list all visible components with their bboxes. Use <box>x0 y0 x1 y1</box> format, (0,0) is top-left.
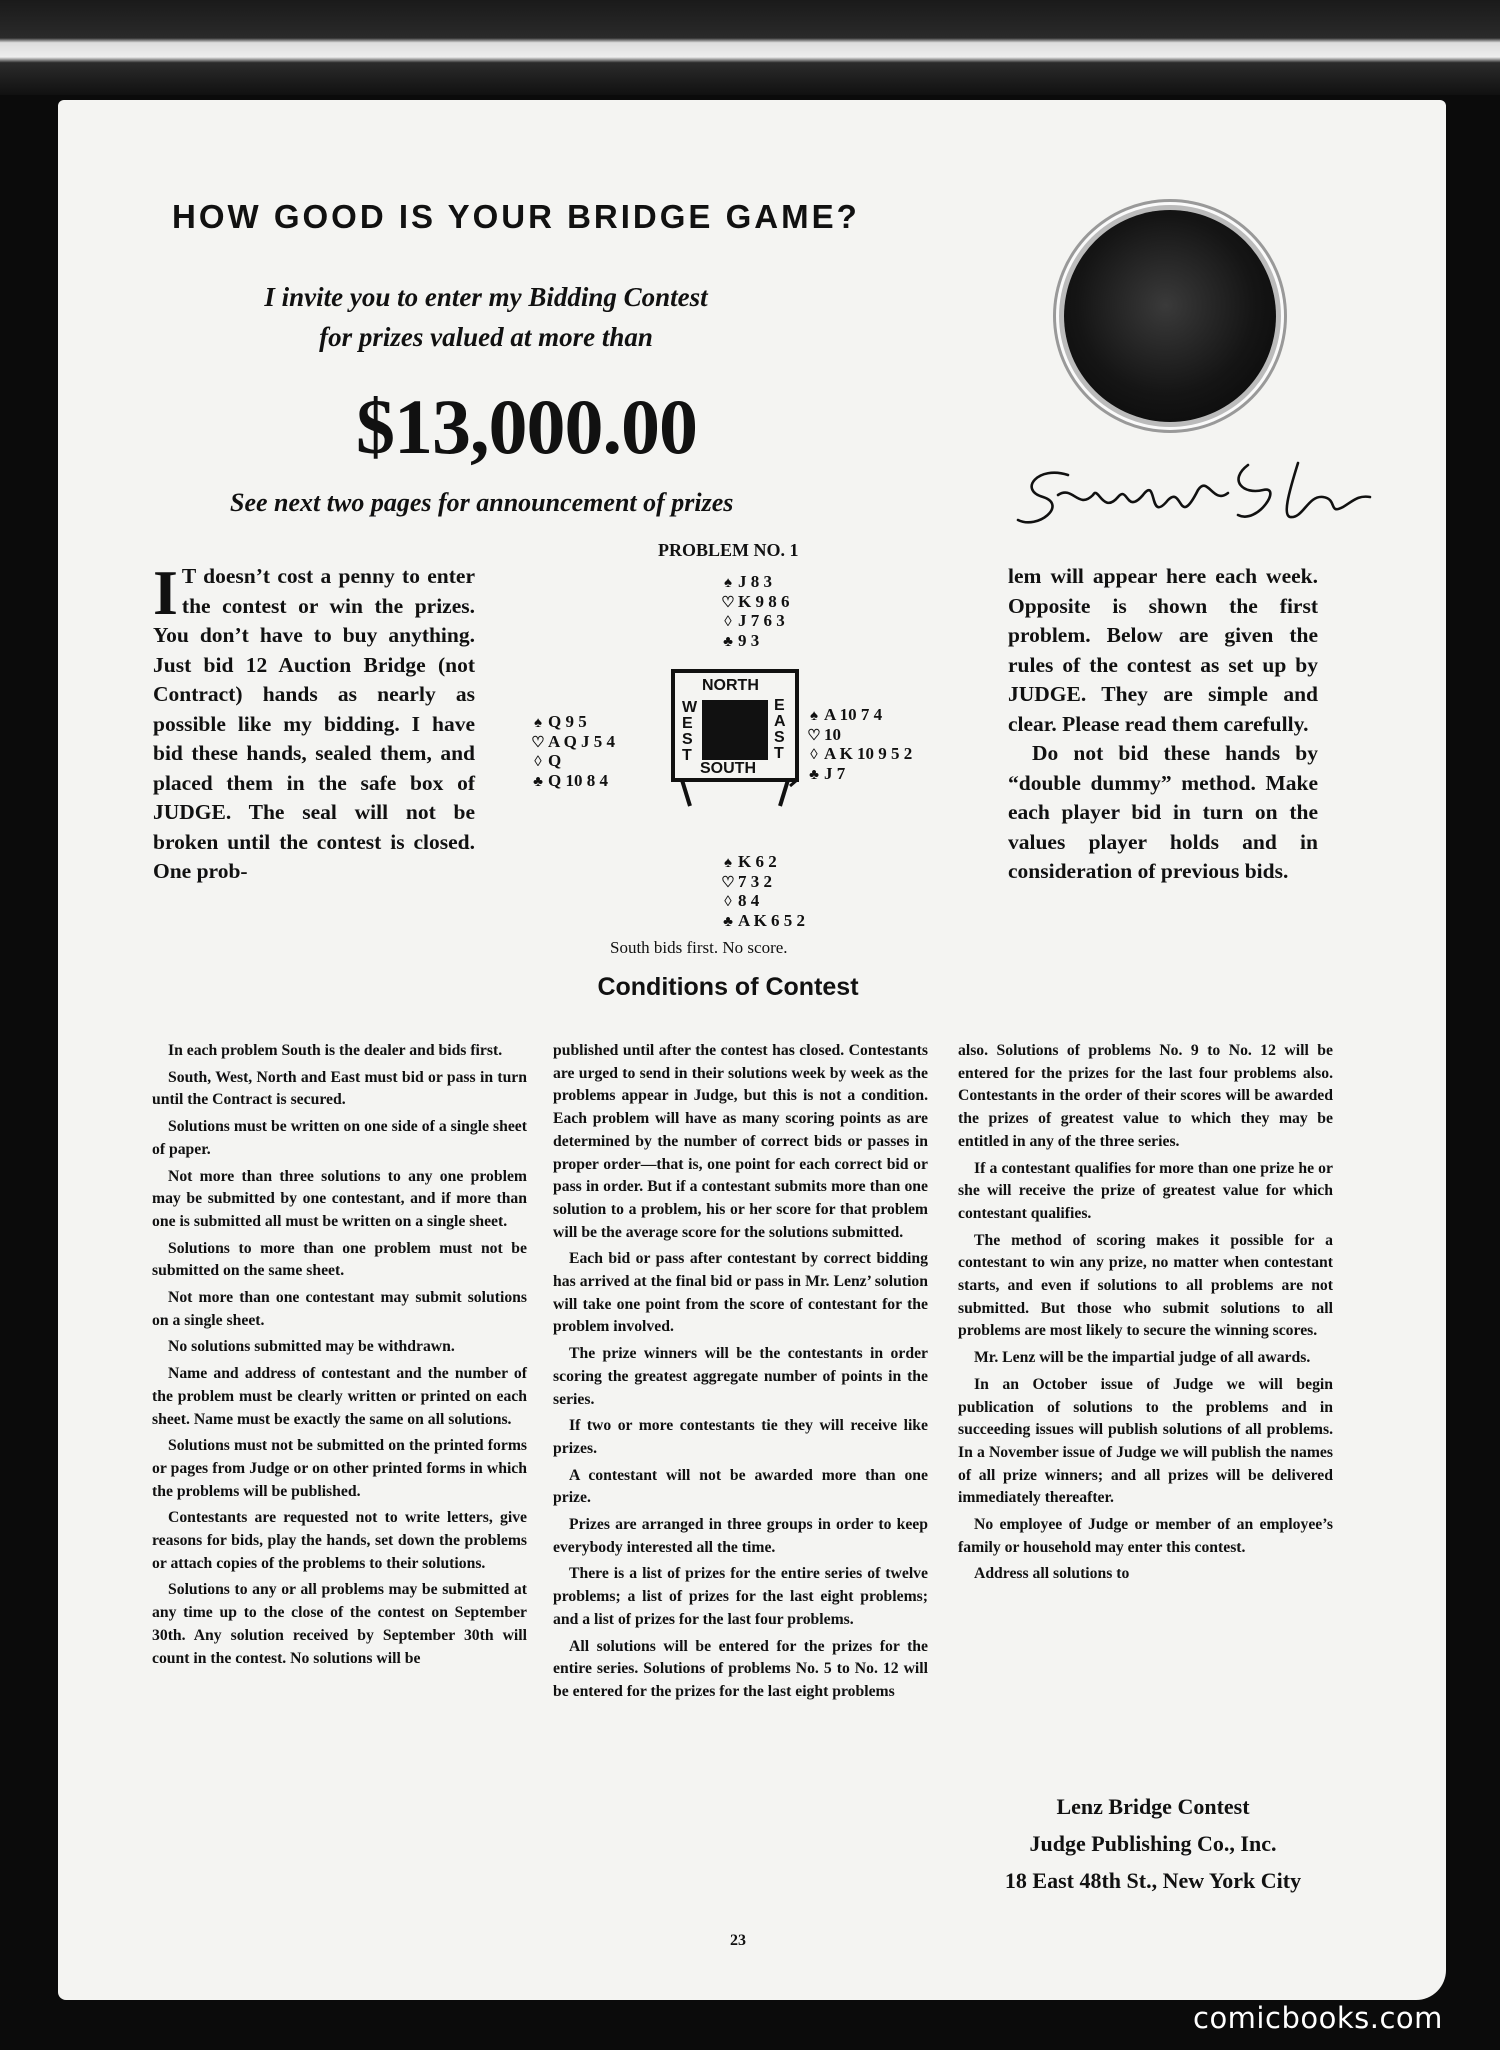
diamond-icon: ◊ <box>724 614 732 630</box>
rule-paragraph: The method of scoring makes it possible for a contestant to win any prize, no matter when contestant starts, and even if solutions to all problems are not submitted. But those who submit solutions to all problems are most likely to secure the winning scores. <box>958 1231 1333 1340</box>
rule-paragraph: Not more than three solutions to any one problem may be submitted by one contestant, and if more than one is submitted all must be written on a single sheet. <box>152 1167 527 1230</box>
rule-paragraph: All solutions will be entered for the prizes for the entire series. Solutions of problems No. 5 to No. 12 will be entered for the prizes for the last eight problems <box>553 1637 928 1700</box>
headline: HOW GOOD IS YOUR BRIDGE GAME? <box>172 198 860 235</box>
watermark: comicbooks.com <box>1193 2001 1443 2035</box>
rule-paragraph: Not more than one contestant may submit solutions on a single sheet. <box>152 1289 527 1329</box>
rule-paragraph: Solutions must not be submitted on the printed forms or pages from Judge or on other printed forms in which the problems will be published. <box>152 1437 527 1500</box>
rules-column-3 <box>958 1040 1333 1590</box>
conditions-title: Conditions of Contest <box>597 973 859 1001</box>
compass-south: SOUTH <box>700 760 756 777</box>
west-hand: ♠ Q 9 5 ♡ A Q J 5 4 ◊ Q ♣ Q 10 8 4 <box>528 712 615 790</box>
intro-right-column <box>1008 562 1318 887</box>
east-hand: ♠ A 10 7 4 ♡ 10 ◊ A K 10 9 5 2 ♣ J 7 <box>804 705 912 783</box>
magazine-page <box>58 100 1446 2000</box>
invite-line-1: I invite you to enter my Bidding Contest <box>264 282 708 312</box>
compass-north: NORTH <box>702 677 759 694</box>
club-icon: ♣ <box>533 773 543 790</box>
author-portrait <box>1064 210 1276 422</box>
heart-icon: ♡ <box>531 734 545 751</box>
diamond-icon: ◊ <box>724 894 732 910</box>
invite-line-2: for prizes valued at more than <box>319 322 653 352</box>
problem-title: PROBLEM NO. 1 <box>658 540 799 560</box>
rule-paragraph: Name and address of contestant and the number of the problem must be clearly written or printed on each sheet. Name must be exactly the same on all solutions. <box>152 1365 527 1428</box>
compass-east: EAST <box>774 697 786 762</box>
intro-right-text-1: lem will appear here each week. Opposite is shown the first problem. Below are given the rules of the contest as set up by JUDGE. They are simple and clear. Please read them carefully. <box>1008 564 1318 736</box>
rule-paragraph: Solutions to any or all problems may be submitted at any time up to the close of the contest on September 30th. Any solution received by September 30th will count in the contest. No solutions will be <box>152 1581 527 1667</box>
rule-paragraph: The prize winners will be the contestants in order scoring the greatest aggregate number of points in the series. <box>553 1345 928 1408</box>
page-number: 23 <box>730 1932 746 1949</box>
rule-paragraph: South, West, North and East must bid or pass in turn until the Contract is secured. <box>152 1068 527 1109</box>
spade-icon: ♠ <box>724 855 732 871</box>
spade-icon: ♠ <box>534 715 542 731</box>
heart-icon: ♡ <box>721 594 735 611</box>
north-hand: ♠ J 8 3 ♡ K 9 8 6 ◊ J 7 6 3 ♣ 9 3 <box>718 572 789 650</box>
rule-paragraph: No employee of Judge or member of an employee’s family or household may enter this contest. <box>958 1516 1333 1556</box>
rule-paragraph: If a contestant qualifies for more than one prize he or she will receive the prize of greatest value for which contestant qualifies. <box>958 1159 1333 1222</box>
heart-icon: ♡ <box>721 874 735 891</box>
rule-paragraph: In an October issue of Judge we will begin publication of solutions to the problems and in succeeding issues will publish solutions of all problems. In a November issue of Judge we will publish the names of all prize winners; and all prizes will be delivered immediately thereafter. <box>958 1375 1333 1507</box>
prize-amount: $13,000.00 <box>356 383 697 470</box>
rule-paragraph: Address all solutions to <box>974 1565 1130 1583</box>
rule-paragraph: No solutions submitted may be withdrawn. <box>168 1338 455 1356</box>
rule-paragraph: Solutions to more than one problem must not be submitted on the same sheet. <box>152 1239 527 1280</box>
club-icon: ♣ <box>723 633 733 650</box>
table-diagram <box>670 668 800 808</box>
rule-paragraph: Mr. Lenz will be the impartial judge of all awards. <box>974 1349 1311 1367</box>
address-line-3: 18 East 48th St., New York City <box>1004 1868 1302 1893</box>
club-icon: ♣ <box>809 766 819 783</box>
rule-paragraph: A contestant will not be awarded more than one prize. <box>553 1466 928 1507</box>
intro-right-text-2: Do not bid these hands by “double dummy” method. Make each player bid in turn on the values player holds and in consideration of previous bids. <box>1008 741 1318 883</box>
problem-caption: South bids first. No score. <box>610 938 788 957</box>
address-line-1: Lenz Bridge Contest <box>1056 1794 1250 1819</box>
address-line-2: Judge Publishing Co., Inc. <box>1029 1831 1277 1856</box>
intro-left-column <box>153 557 475 887</box>
rule-paragraph: Solutions must be written on one side of a single sheet of paper. <box>152 1118 527 1158</box>
rule-paragraph: Contestants are requested not to write letters, give reasons for bids, play the hands, set down the problems or attach copies of the problems to their solutions. <box>152 1509 527 1572</box>
rules-column-1 <box>152 1040 527 1674</box>
intro-left-text: T doesn’t cost a penny to enter the contest or win the prizes. You don’t have to buy anything. Just bid 12 Auction Bridge (not Contract) hands as nearly as possible like my bidding. I have bid these hands, sealed them, and placed them in the safe box of JUDGE. The seal will not be broken until the contest is closed. One prob- <box>153 564 475 883</box>
rule-paragraph: also. Solutions of problems No. 9 to No. 12 will be entered for the prizes for the last four problems also. Contestants in the order of their scores will be awarded the prizes of greatest value to which they may be entitled in any of the three series. <box>958 1042 1333 1150</box>
previous-page-strip <box>0 0 1500 95</box>
drop-cap: I <box>153 557 178 628</box>
rule-paragraph: If two or more contestants tie they will receive like prizes. <box>553 1417 928 1457</box>
diamond-icon: ◊ <box>534 754 542 770</box>
rule-paragraph: There is a list of prizes for the entire series of twelve problems; a list of prizes for the last eight problems; and a list of prizes for the last four problems. <box>553 1565 928 1628</box>
club-icon: ♣ <box>723 913 733 930</box>
diamond-icon: ◊ <box>810 747 818 763</box>
signature <box>998 435 1378 545</box>
heart-icon: ♡ <box>807 727 821 744</box>
rule-paragraph: published until after the contest has closed. Contestants are urged to send in their solutions week by week as the problems appear in Judge, but this is not a condition. Each problem will have as many scoring points as are determined by the number of correct bids or passes in proper order—that is, one point for each correct bid or pass in order. But if a contestant submits more than one solution to a problem, his or her score for that problem will be the average score for the solutions submitted. <box>553 1042 928 1241</box>
rule-paragraph: Prizes are arranged in three groups in order to keep everybody interested all the time. <box>553 1516 928 1556</box>
rules-column-2 <box>553 1040 928 1708</box>
south-hand: ♠ K 6 2 ♡ 7 3 2 ◊ 8 4 ♣ A K 6 5 2 <box>718 852 805 930</box>
spade-icon: ♠ <box>724 575 732 591</box>
next-pages-note: See next two pages for announcement of prizes <box>230 488 734 517</box>
spade-icon: ♠ <box>810 708 818 724</box>
compass-west: WEST <box>682 699 698 764</box>
rule-paragraph: Each bid or pass after contestant by correct bidding has arrived at the final bid or pass in Mr. Lenz’ solution will take one point from the score of contestant for the problem involved. <box>553 1250 928 1336</box>
rule-paragraph: In each problem South is the dealer and bids first. <box>168 1042 503 1059</box>
